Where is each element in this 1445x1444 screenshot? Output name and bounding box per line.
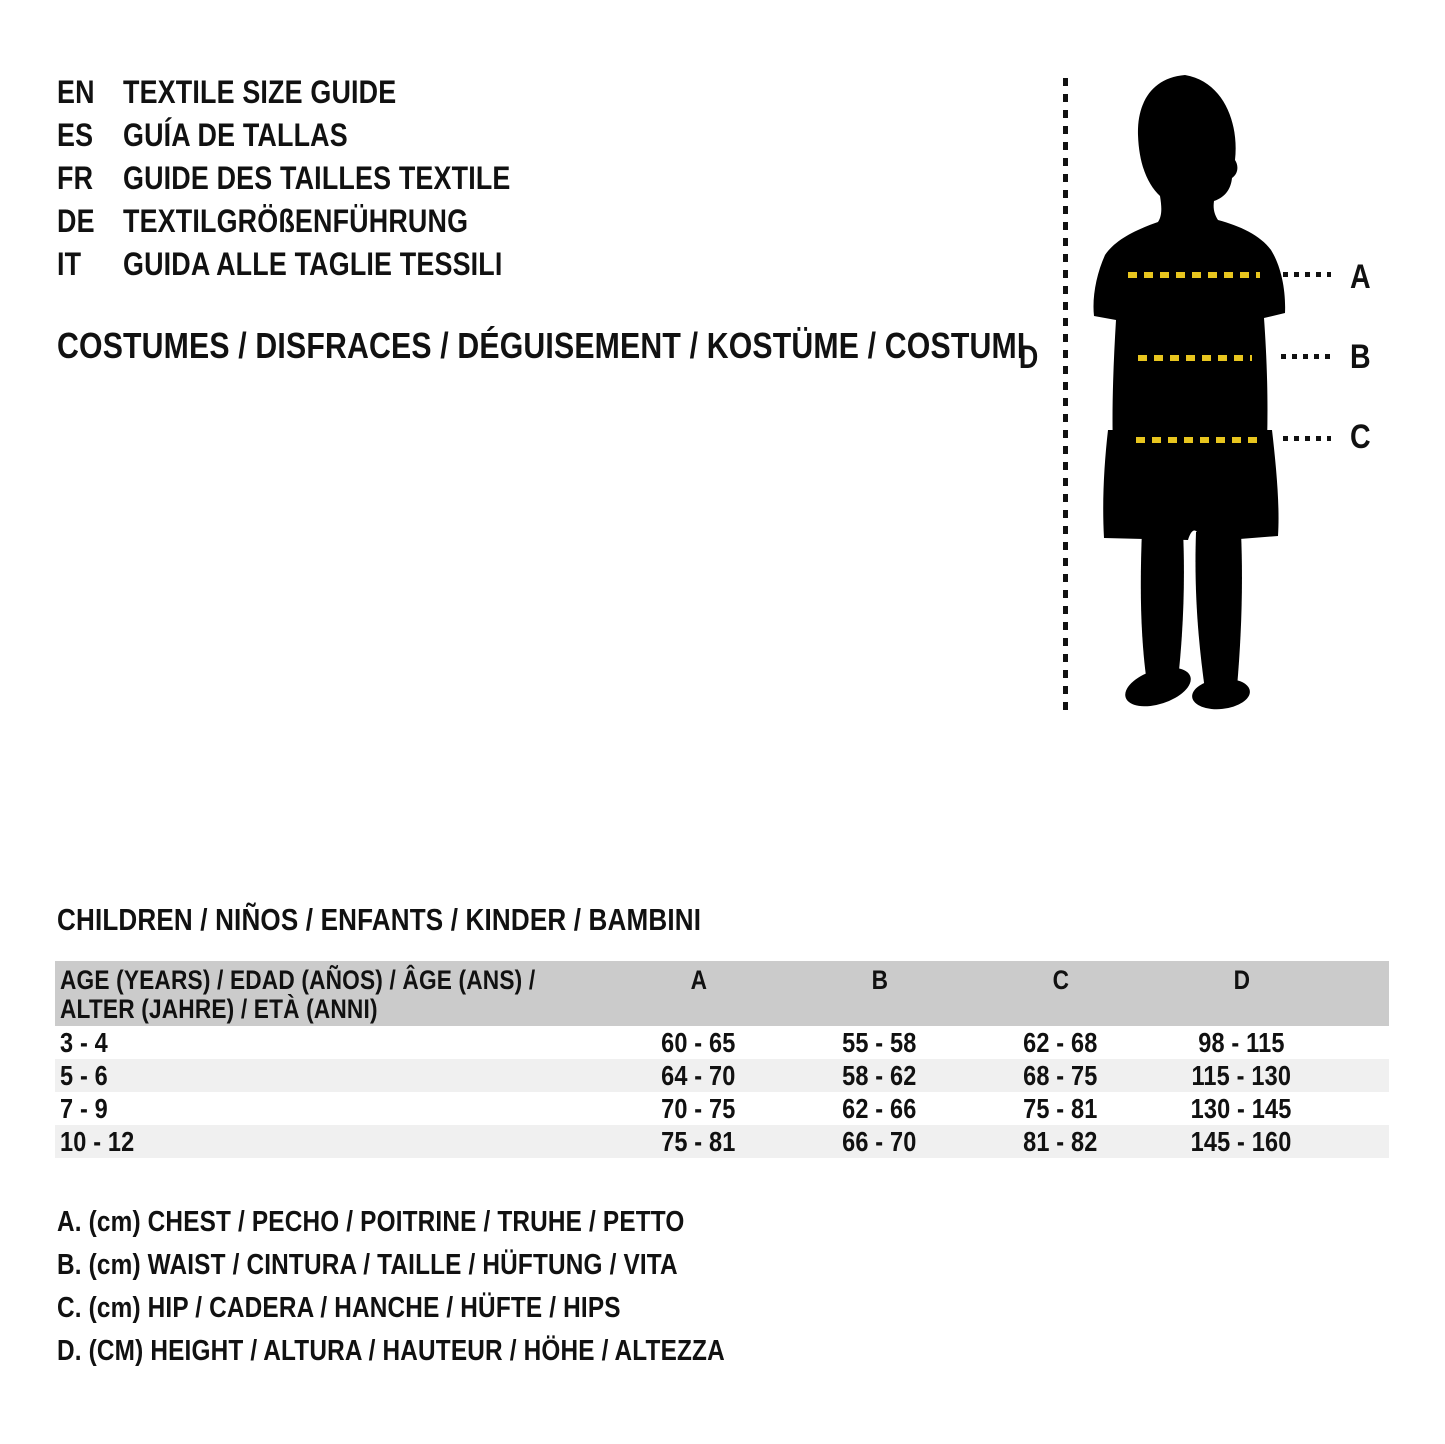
hip-measure-label xyxy=(1338,419,1382,455)
table-row xyxy=(55,1059,1389,1092)
column-header-b xyxy=(789,961,970,1026)
hip-cell xyxy=(970,1059,1151,1092)
hip-cell xyxy=(970,1125,1151,1158)
waist-cell xyxy=(789,1026,970,1059)
chest-value: 64 - 70 xyxy=(661,1060,736,1091)
language-code: DE xyxy=(57,203,95,239)
hip-dashed-line xyxy=(1136,437,1260,443)
chest-cell xyxy=(608,1092,789,1125)
column-header-b-text: B xyxy=(871,965,888,995)
chest-measure-letter: A xyxy=(1349,258,1371,296)
height-value: 145 - 160 xyxy=(1191,1126,1292,1157)
chest-value: 75 - 81 xyxy=(661,1126,736,1157)
language-row-es xyxy=(57,114,584,157)
hip-pointer-dots xyxy=(1283,436,1331,441)
waist-value: 55 - 58 xyxy=(842,1027,917,1058)
height-value: 115 - 130 xyxy=(1191,1060,1292,1091)
hip-cell xyxy=(970,1026,1151,1059)
waist-cell xyxy=(789,1059,970,1092)
age-cell xyxy=(55,1125,608,1158)
language-code: FR xyxy=(57,160,94,196)
waist-cell xyxy=(789,1125,970,1158)
chest-value: 60 - 65 xyxy=(661,1027,736,1058)
language-row-fr xyxy=(57,157,584,200)
height-value: 130 - 145 xyxy=(1191,1093,1292,1124)
column-header-d-text: D xyxy=(1233,965,1250,995)
height-cell xyxy=(1151,1125,1332,1158)
section-title-text: CHILDREN / NIÑOS / ENFANTS / KINDER / BAMBINI xyxy=(57,902,702,937)
waist-measure-label xyxy=(1338,339,1382,375)
legend-chest-text: A. (cm) CHEST / PECHO / POITRINE / TRUHE / PETTO xyxy=(57,1206,685,1238)
age-column-header xyxy=(55,961,608,1026)
chest-cell xyxy=(608,1125,789,1158)
hip-value: 81 - 82 xyxy=(1023,1126,1098,1157)
hip-value: 68 - 75 xyxy=(1023,1060,1098,1091)
guide-title-it: GUIDA ALLE TAGLIE TESSILI xyxy=(123,246,503,282)
waist-value: 62 - 66 xyxy=(842,1093,917,1124)
age-cell xyxy=(55,1059,608,1092)
hip-cell xyxy=(970,1092,1151,1125)
legend-height xyxy=(57,1330,852,1373)
guide-title-de: TEXTILGRÖßENFÜHRUNG xyxy=(123,203,469,239)
legend-waist xyxy=(57,1244,852,1287)
size-table-header xyxy=(55,961,1389,1026)
height-dotted-line xyxy=(1063,78,1068,714)
chest-cell xyxy=(608,1026,789,1059)
chest-cell xyxy=(608,1059,789,1092)
age-header-line2: ALTER (JAHRE) / ETÀ (ANNI) xyxy=(60,994,378,1024)
language-title-list xyxy=(57,71,584,286)
age-header-line1: AGE (YEARS) / EDAD (AÑOS) / ÂGE (ANS) / xyxy=(60,965,536,995)
legend-height-text: D. (CM) HEIGHT / ALTURA / HAUTEUR / HÖHE / ALTEZZA xyxy=(57,1335,725,1367)
height-value: 98 - 115 xyxy=(1198,1027,1285,1058)
waist-value: 66 - 70 xyxy=(842,1126,917,1157)
language-row-it xyxy=(57,243,584,286)
language-code: IT xyxy=(57,246,82,282)
section-title xyxy=(57,903,824,937)
column-header-a-text: A xyxy=(690,965,707,995)
language-row-de xyxy=(57,200,584,243)
age-value: 3 - 4 xyxy=(60,1027,108,1058)
size-table xyxy=(55,961,1389,1158)
hip-value: 62 - 68 xyxy=(1023,1027,1098,1058)
height-measure-letter: D xyxy=(1019,339,1039,375)
age-cell xyxy=(55,1092,608,1125)
height-cell xyxy=(1151,1092,1332,1125)
column-header-c-text: C xyxy=(1052,965,1069,995)
waist-dashed-line xyxy=(1138,355,1252,361)
legend-hip xyxy=(57,1287,852,1330)
waist-measure-letter: B xyxy=(1349,338,1371,376)
age-cell xyxy=(55,1026,608,1059)
table-row xyxy=(55,1092,1389,1125)
language-code: ES xyxy=(57,117,94,153)
table-row xyxy=(55,1125,1389,1158)
guide-title-fr: GUIDE DES TAILLES TEXTILE xyxy=(123,160,511,196)
category-title-text: COSTUMES / DISFRACES / DÉGUISEMENT / KOSTÜME / COSTUMI xyxy=(57,325,1026,366)
waist-pointer-dots xyxy=(1281,354,1331,359)
language-row-en xyxy=(57,71,584,114)
chest-dashed-line xyxy=(1128,272,1260,278)
height-measure-label xyxy=(999,340,1059,374)
guide-title-en: TEXTILE SIZE GUIDE xyxy=(123,74,397,110)
language-code: EN xyxy=(57,74,95,110)
legend-waist-text: B. (cm) WAIST / CINTURA / TAILLE / HÜFTUNG / VITA xyxy=(57,1249,678,1281)
age-value: 7 - 9 xyxy=(60,1093,108,1124)
age-value: 10 - 12 xyxy=(60,1126,135,1157)
legend-hip-text: C. (cm) HIP / CADERA / HANCHE / HÜFTE / HIPS xyxy=(57,1292,621,1324)
measure-legend xyxy=(57,1201,852,1373)
table-row xyxy=(55,1026,1389,1059)
height-cell xyxy=(1151,1059,1332,1092)
legend-chest xyxy=(57,1201,852,1244)
hip-measure-letter: C xyxy=(1349,418,1371,456)
column-header-d xyxy=(1151,961,1332,1026)
chest-value: 70 - 75 xyxy=(661,1093,736,1124)
column-header-a xyxy=(608,961,789,1026)
chest-pointer-dots xyxy=(1283,272,1331,277)
waist-value: 58 - 62 xyxy=(842,1060,917,1091)
column-header-c xyxy=(970,961,1151,1026)
guide-title-es: GUÍA DE TALLAS xyxy=(123,117,348,153)
age-value: 5 - 6 xyxy=(60,1060,108,1091)
waist-cell xyxy=(789,1092,970,1125)
height-cell xyxy=(1151,1026,1332,1059)
child-silhouette xyxy=(1090,70,1290,720)
hip-value: 75 - 81 xyxy=(1023,1093,1098,1124)
chest-measure-label xyxy=(1338,259,1382,295)
